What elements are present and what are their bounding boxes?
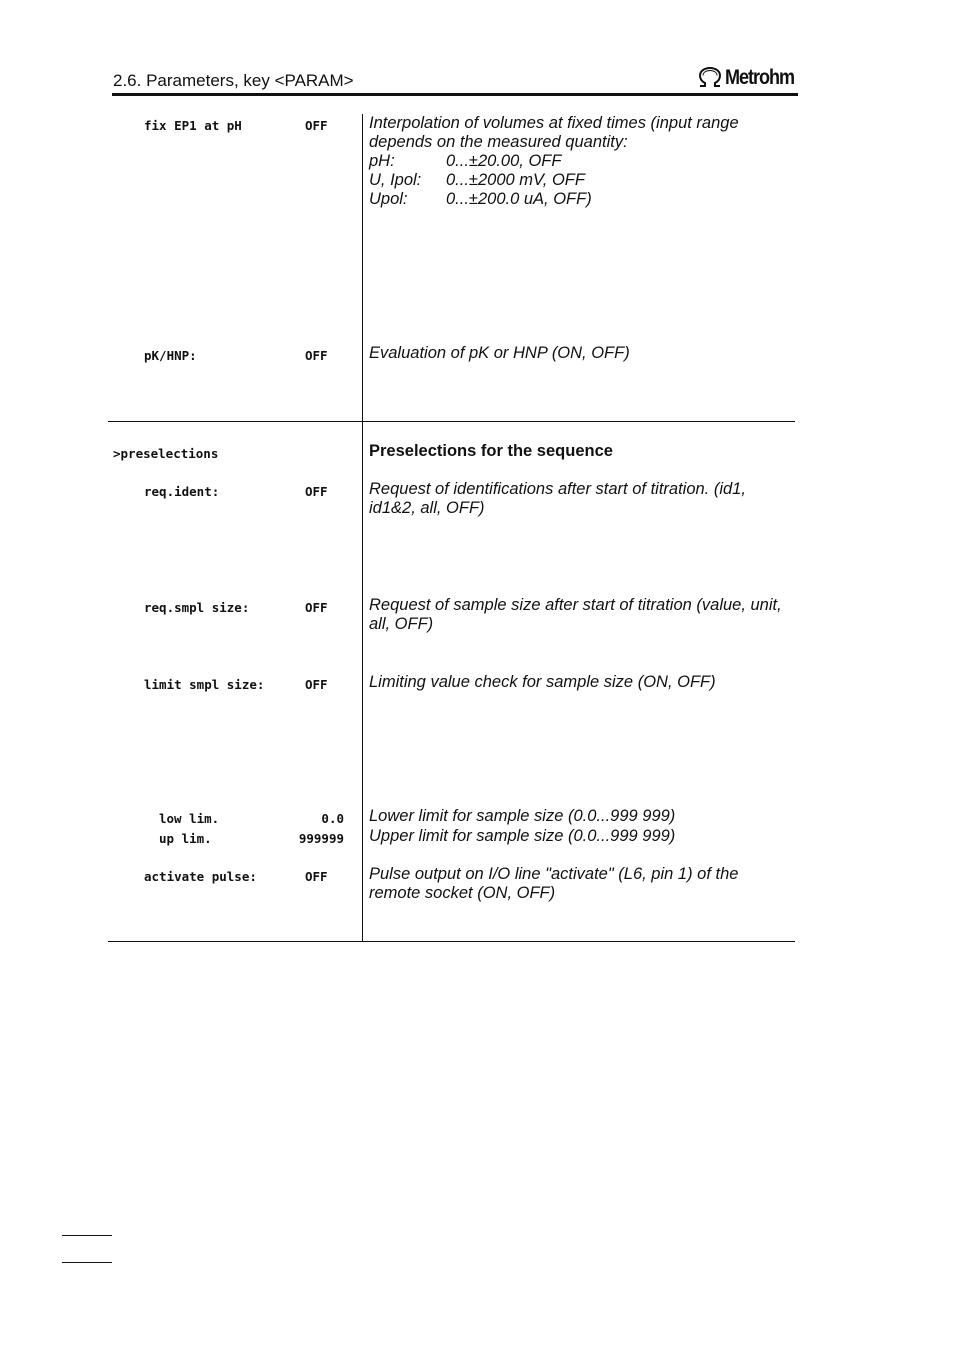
description-text: Lower limit for sample size (0.0...999 999) <box>369 807 676 825</box>
range-value: 0...±2000 mV, OFF <box>446 171 585 189</box>
param-value: OFF <box>305 118 328 133</box>
description-text: Interpolation of volumes at fixed times (input range <box>369 114 739 132</box>
description-text: Request of sample size after start of titration (value, unit, <box>369 596 782 614</box>
param-label: pK/HNP: <box>144 348 197 363</box>
param-value: OFF <box>305 600 328 615</box>
range-label: pH: <box>369 152 395 170</box>
param-label: fix EP1 at pH <box>144 118 242 133</box>
param-label: activate pulse: <box>144 869 257 884</box>
param-value: 999999 <box>298 831 344 846</box>
footer-rule <box>62 1262 112 1263</box>
range-value: 0...±200.0 uA, OFF) <box>446 190 592 208</box>
param-value: OFF <box>305 348 328 363</box>
range-label: Upol: <box>369 190 408 208</box>
header-rule <box>112 93 798 96</box>
param-value: OFF <box>305 869 328 884</box>
description-text: Evaluation of pK or HNP (ON, OFF) <box>369 344 630 362</box>
page-header-title: 2.6. Parameters, key <PARAM> <box>113 71 354 90</box>
description-text: id1&2, all, OFF) <box>369 499 485 517</box>
description-text: Limiting value check for sample size (ON, OFF) <box>369 673 716 691</box>
param-label: up lim. <box>159 831 212 846</box>
footer-rule <box>62 1235 112 1236</box>
range-value: 0...±20.00, OFF <box>446 152 562 170</box>
section-heading: Preselections for the sequence <box>369 442 613 460</box>
param-value: OFF <box>305 677 328 692</box>
table-bottom-rule <box>108 941 795 942</box>
param-value: OFF <box>305 484 328 499</box>
column-divider-upper <box>362 114 363 422</box>
param-label: req.ident: <box>144 484 220 499</box>
brand-name: Metrohm <box>725 66 795 89</box>
param-value: 0.0 <box>321 811 344 826</box>
range-label: U, Ipol: <box>369 171 422 189</box>
param-label: limit smpl size: <box>144 677 265 692</box>
description-text: Request of identifications after start of titration. (id1, <box>369 480 746 498</box>
column-divider-lower <box>362 422 363 942</box>
section-label: >preselections <box>113 446 219 461</box>
description-text: Upper limit for sample size (0.0...999 999) <box>369 827 676 845</box>
param-label: low lim. <box>159 811 220 826</box>
description-text: depends on the measured quantity: <box>369 133 628 151</box>
omega-icon <box>697 67 723 89</box>
param-label: req.smpl size: <box>144 600 250 615</box>
section-divider <box>108 421 795 422</box>
description-text: Pulse output on I/O line "activate" (L6, pin 1) of the <box>369 865 739 883</box>
description-text: remote socket (ON, OFF) <box>369 884 556 902</box>
description-text: all, OFF) <box>369 615 434 633</box>
